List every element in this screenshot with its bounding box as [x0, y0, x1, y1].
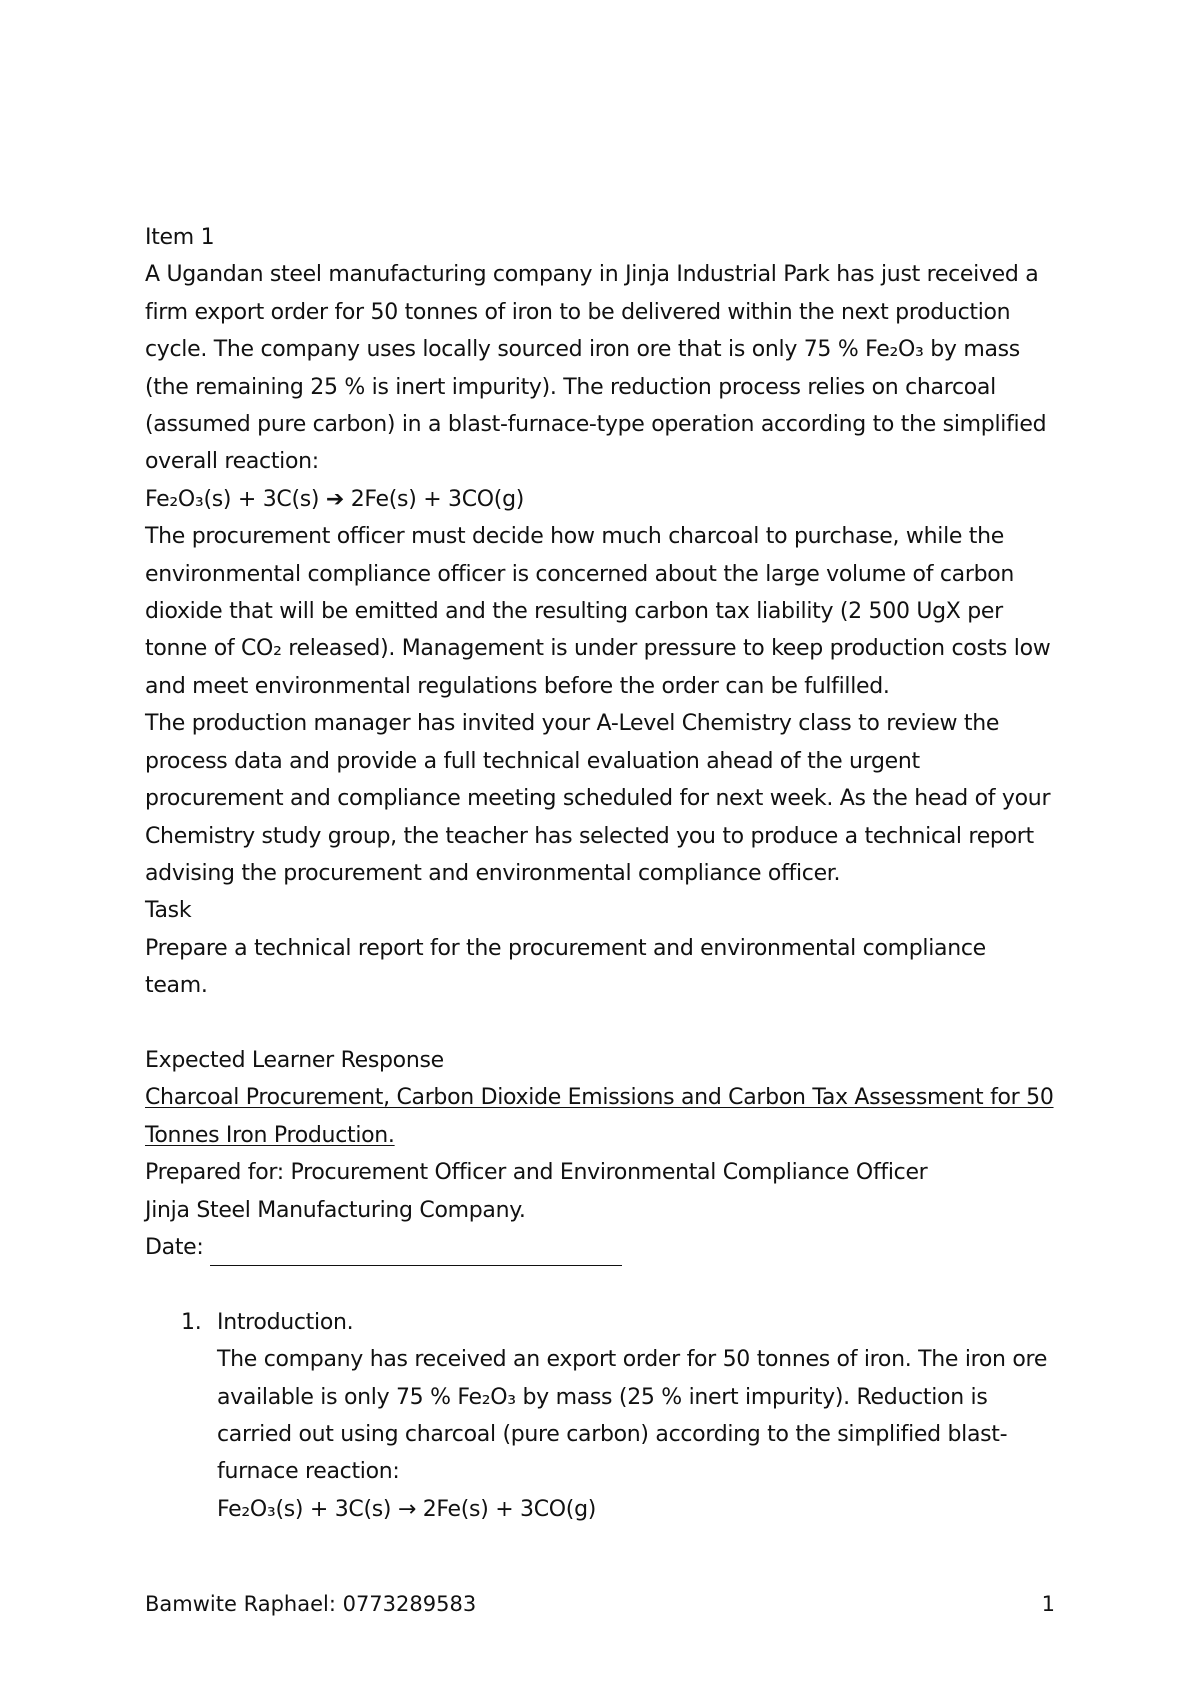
item-paragraph-2: The procurement officer must decide how much charcoal to purchase, while the environmental compliance officer is concerned about the large volume of carbon dioxide that will be emitted and the resulting carbon tax liability (2 500 UgX per tonne of CO₂ released). Management is under pressure to keep production costs low and meet environmental regulations before the order can be fulfilled.: [145, 524, 1051, 699]
reaction-equation: Fe₂O₃(s) + 3C(s) ➔ 2Fe(s) + 3CO(g): [145, 486, 525, 512]
date-row: [145, 1229, 1055, 1266]
item-title: Item 1: [145, 225, 215, 250]
response-heading: Expected Learner Response: [145, 1047, 444, 1073]
introduction-heading-line: [217, 1304, 1055, 1341]
blank-line: [145, 1005, 1055, 1042]
company-name: Jinja Steel Manufacturing Company.: [145, 1197, 526, 1223]
introduction-equation: Fe₂O₃(s) + 3C(s) → 2Fe(s) + 3CO(g): [217, 1496, 597, 1522]
item-paragraph-1: A Ugandan steel manufacturing company in Jinja Industrial Park has just received a firm export order for 50 tonnes of iron to be delivered within the next production cycle. The company uses locally sourced iron ore that is only 75 % Fe₂O₃ by mass (the remaining 25 % is inert impurity). The reduction process relies on charcoal (assumed pure carbon) in a blast-furnace-type operation according to the simplified overall reaction:: [145, 262, 1047, 475]
report-title: [145, 1079, 1055, 1154]
item-paragraph-3: The production manager has invited your A-Level Chemistry class to review the process data and provide a full technical evaluation ahead of the urgent procurement and compliance meeting scheduled for next week. As the head of your Chemistry study group, the teacher has selected you to produce a technical report advising the procurement and environmental compliance officer.: [145, 711, 1051, 886]
footer-author: Bamwite Raphael: 0773289583: [145, 1592, 477, 1616]
introduction-heading: Introduction: [217, 1309, 347, 1335]
blank-line: [145, 1266, 1055, 1303]
introduction-heading-punct: .: [346, 1309, 354, 1335]
date-label: Date:: [145, 1234, 204, 1260]
page-content: [145, 219, 1055, 1528]
report-title-text: Charcoal Procurement, Carbon Dioxide Emissions and Carbon Tax Assessment for 50 Tonnes Iron Production.: [145, 1085, 1054, 1148]
prepared-for: Prepared for: Procurement Officer and Environmental Compliance Officer: [145, 1160, 928, 1186]
date-blank-line: [210, 1239, 622, 1266]
introduction-section: [145, 1304, 1055, 1528]
introduction-text: The company has received an export order for 50 tonnes of iron. The iron ore available is only 75 % Fe₂O₃ by mass (25 % inert impurity). Reduction is carried out using charcoal (pure carbon) according to the simplified blast-furnace reaction:: [217, 1347, 1048, 1485]
page-number: 1: [1041, 1592, 1055, 1616]
section-number: 1.: [181, 1309, 202, 1335]
task-text: Prepare a technical report for the procurement and environmental compliance team.: [145, 935, 986, 999]
task-heading: Task: [145, 898, 192, 924]
page-footer: [145, 1592, 1055, 1616]
